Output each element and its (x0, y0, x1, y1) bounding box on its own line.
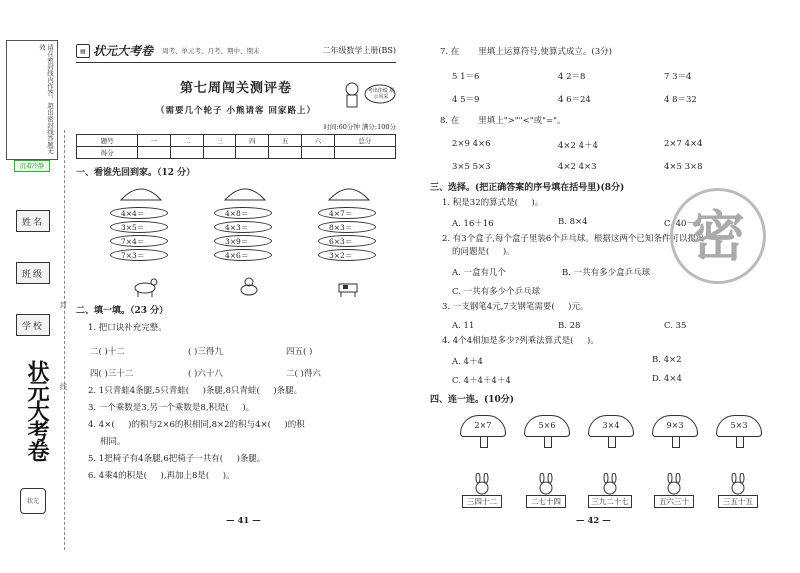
choice[interactable]: C. 4＋4＋4＋4 (452, 376, 511, 386)
page-number: — 42 — (576, 516, 611, 526)
equation-slot[interactable]: 4×3＝ (214, 221, 272, 233)
mushroom-card[interactable]: 3×4 (588, 415, 634, 437)
right-page (430, 42, 770, 506)
score-cell[interactable] (138, 147, 171, 159)
score-table (76, 134, 396, 159)
section-heading: 一、看谁先回到家。（12 分） (76, 168, 196, 178)
rabbit-label[interactable]: 三四十二 (462, 495, 502, 508)
page-subtitle: （需要几个轮子 小熊请客 回家路上） (156, 106, 316, 116)
question: 的问题是( )。 (452, 247, 515, 257)
question: 8. 在 里填上">""<"或"="。 (440, 116, 566, 126)
equation-slot[interactable]: 4×7＝ (318, 207, 376, 219)
question: 2. 有3个盒子,每个盒子里装6个乒乓球。根据这两个已知条件可以提出 (442, 234, 705, 244)
question: 1. 积是32的算式是( )。 (442, 198, 544, 208)
score-cell[interactable] (236, 147, 269, 159)
roof-icon (118, 184, 164, 202)
score-cell[interactable] (269, 147, 302, 159)
question: 3. 一支钢笔4元,7支钢笔需要( )元。 (442, 302, 589, 312)
mushroom-card[interactable]: 5×6 (524, 415, 570, 437)
page-number: — 41 — (226, 516, 261, 526)
question: 3. 一个乘数是3,另一个乘数是8,积是( )。 (88, 403, 255, 413)
name-field[interactable]: 姓名 (16, 210, 50, 232)
comparison[interactable]: 3×5 5×3 (452, 162, 491, 172)
choice[interactable]: B. 4×2 (652, 355, 682, 365)
question: 4. 4个4相加是多少?列乘法算式是( )。 (442, 336, 599, 346)
mushroom-card[interactable]: 9×3 (652, 415, 698, 437)
house (314, 184, 384, 261)
fill-blank[interactable]: ( )六十八 (188, 369, 223, 379)
section-heading: 二、填一填。（23 分） (76, 306, 169, 316)
seal-notice: 请在密封线内作答，超出密封线答题无效 (6, 40, 58, 160)
rabbit-icon (472, 473, 492, 495)
grade-label: 二年级数学上册(BS) (322, 46, 396, 55)
left-page (76, 42, 396, 483)
dog-icon (234, 276, 264, 298)
question: 6. 4乘4的积是( ),再加上8是( )。 (88, 471, 235, 481)
house (210, 184, 280, 261)
brand-logo: 状元大考卷 (24, 360, 49, 460)
question: 7. 在 里填上运算符号,使算式成立。(3分) (440, 47, 612, 57)
equation-slot[interactable]: 4×8＝ (214, 207, 272, 219)
seal-char: 线 (60, 383, 67, 391)
houses-area (76, 184, 396, 299)
confidential-stamp: 密 (670, 188, 766, 284)
equation-slot[interactable]: 4×6＝ (214, 249, 272, 261)
comparison[interactable]: 4×2 4＋4 (558, 141, 598, 151)
choice[interactable]: A. 一盒有几个 (452, 268, 507, 278)
table-cell: 六 (302, 135, 335, 147)
roof-icon (326, 184, 372, 202)
choice[interactable]: B. 8×4 (558, 217, 588, 227)
horse-icon (130, 276, 160, 298)
comparison[interactable]: 2×7 4×4 (664, 139, 703, 149)
choice[interactable]: A. 11 (452, 321, 475, 331)
equation[interactable]: 5 1＝6 (452, 72, 480, 82)
section-heading: 三、选择。(把正确答案的序号填在括号里)(8分) (430, 183, 625, 193)
choice[interactable]: D. 4×4 (652, 374, 682, 384)
table-row (77, 147, 396, 159)
table-cell: 总分 (334, 135, 395, 147)
choice[interactable]: C. 35 (664, 321, 687, 331)
fill-blank[interactable]: 四五( ) (286, 347, 313, 357)
header-logo: 状元大考卷 (93, 44, 154, 58)
house (106, 184, 176, 261)
equation-slot[interactable]: 4×4＝ (110, 207, 168, 219)
choice[interactable]: A. 16＋16 (452, 219, 494, 229)
mushroom-card[interactable]: 2×7 (460, 415, 506, 437)
binding-strip (0, 0, 72, 573)
equation[interactable]: 4 5＝9 (452, 95, 480, 105)
rabbit-label[interactable]: 二七十四 (526, 495, 566, 508)
question: 1. 把口诀补充完整。 (88, 323, 167, 333)
school-field[interactable]: 学校 (16, 314, 50, 336)
equation[interactable]: 4 6＝24 (558, 95, 591, 105)
rabbit-label[interactable]: 三九二十七 (588, 495, 632, 508)
seal-line (64, 130, 65, 550)
rabbit-icon (600, 473, 620, 495)
class-field[interactable]: 班级 (16, 262, 50, 284)
comparison[interactable]: 4×5 3×8 (664, 162, 703, 172)
page-header (76, 42, 396, 63)
equation-slot[interactable]: 3×9＝ (214, 235, 272, 247)
rabbit-label[interactable]: 三五十五 (718, 495, 758, 508)
table-cell: 三 (203, 135, 236, 147)
equation[interactable]: 7 3＝4 (664, 72, 692, 82)
equation-slot[interactable]: 7×3＝ (110, 249, 168, 261)
fill-blank[interactable]: ( )三得九 (188, 347, 223, 357)
choice[interactable]: C. 一共有多少个乒乓球 (452, 287, 541, 297)
comparison[interactable]: 2×9 4×6 (452, 139, 491, 149)
seal-badge: 沉着冷静 (14, 160, 50, 172)
table-cell: 题号 (77, 135, 138, 147)
matching-area (440, 415, 770, 506)
cow-icon (334, 276, 364, 298)
table-cell: 二 (170, 135, 203, 147)
choice[interactable]: B. 一共有多少盒乒乓球 (562, 268, 651, 278)
question: 5. 1把椅子有4条腿,6把椅子一共有( )条腿。 (88, 454, 266, 464)
choice[interactable]: B. 28 (558, 321, 581, 331)
table-cell: 四 (236, 135, 269, 147)
table-cell: 五 (269, 135, 302, 147)
question: 相同。 (100, 437, 126, 447)
equation-slot[interactable]: 7×4＝ (110, 235, 168, 247)
rabbit-icon (728, 473, 748, 495)
question: 4. 4×( )的积与2×6的积相同,8×2的积与4×( )的积 (88, 420, 305, 430)
question: 2. 1只青蛙4条腿,5只青蛙( )条腿,8只青蛙( )条腿。 (88, 386, 303, 396)
score-cell[interactable] (170, 147, 203, 159)
section-heading: 四、连一连。(10分) (430, 395, 515, 405)
choice[interactable]: C. 40－8 (664, 219, 701, 229)
book-icon: ▤ (76, 44, 90, 58)
roof-icon (222, 184, 268, 202)
page-title: 第七周闯关测评卷 (179, 81, 292, 96)
equation-slot[interactable]: 3×2＝ (318, 249, 376, 261)
rabbit-icon (664, 473, 684, 495)
table-row (77, 135, 396, 147)
rabbit-label[interactable]: 五六三十 (654, 495, 694, 508)
score-cell[interactable] (203, 147, 236, 159)
fill-blank[interactable]: 二( )十二 (90, 347, 125, 357)
header-sub: 周考、单元考、月考、期中、期末 (162, 47, 260, 55)
fill-blank[interactable]: 二( )得六 (286, 369, 321, 379)
table-cell: 一 (138, 135, 171, 147)
comparison[interactable]: 4×2 4×3 (558, 162, 597, 172)
equation-slot[interactable]: 6×3＝ (318, 235, 376, 247)
equation[interactable]: 4 2＝8 (558, 72, 586, 82)
fill-blank[interactable]: 四( )三十二 (90, 369, 134, 379)
seal-char: 封 (60, 301, 67, 309)
logo-badge: 状元 (20, 488, 46, 514)
equation-slot[interactable]: 3×5＝ (110, 221, 168, 233)
mushroom-card[interactable]: 5×3 (716, 415, 762, 437)
score-cell[interactable] (334, 147, 395, 159)
rabbit-icon (536, 473, 556, 495)
mascot-bubble: 考出佳绩 展示风采 (367, 88, 395, 100)
equation[interactable]: 4 8＝32 (664, 95, 697, 105)
choice[interactable]: A. 4＋4 (452, 357, 483, 367)
equation-slot[interactable]: 8×3＝ (318, 221, 376, 233)
time-score-line: 时间:60分钟 满分:100分 (323, 123, 396, 131)
table-cell: 得分 (77, 147, 138, 159)
score-cell[interactable] (302, 147, 335, 159)
